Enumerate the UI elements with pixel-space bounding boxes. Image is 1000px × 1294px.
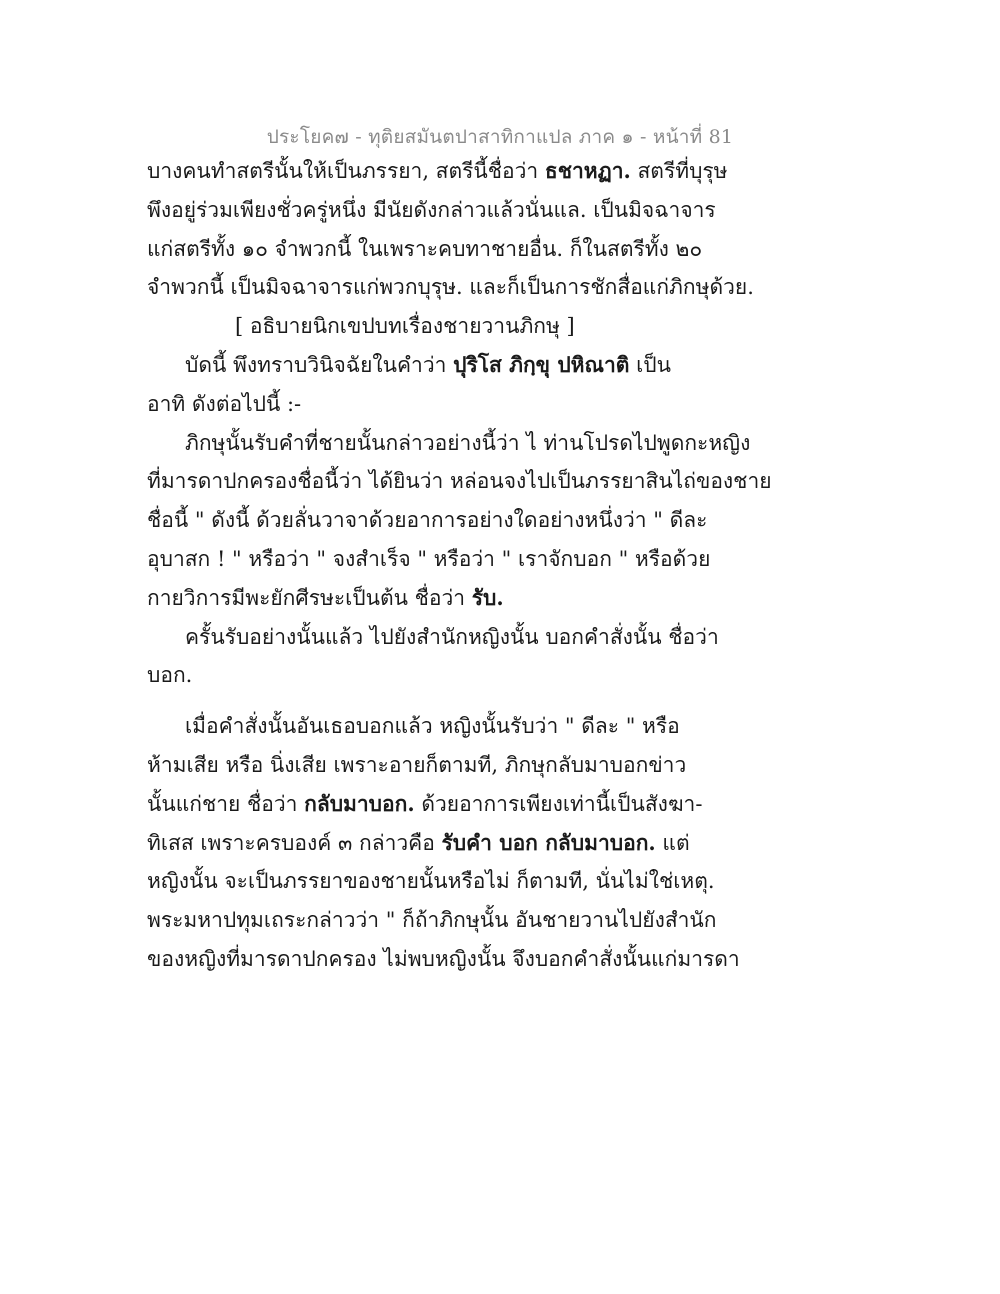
text-segment: ของหญิงที่มารดาปกครอง ไม่พบหญิงนั้น จึงบอกคำสั่งนั้นแก่มารดา bbox=[147, 946, 740, 971]
text-line bbox=[147, 618, 719, 657]
text-segment: ครั้นรับอย่างนั้นแล้ว ไปยังสำนักหญิงนั้น บอกคำสั่งนั้น ชื่อว่า bbox=[185, 624, 719, 649]
text-segment: ที่มารดาปกครองชื่อนี้ว่า ได้ยินว่า หล่อนจงไปเป็นภรรยาสินไถ่ของชาย bbox=[147, 469, 772, 494]
text-line bbox=[147, 152, 728, 191]
text-line bbox=[147, 656, 707, 695]
text-segment: ชื่อนี้ " ดังนี้ ด้วยลั่นวาจาด้วยอาการอย่างใดอย่างหนึ่งว่า " ดีละ bbox=[147, 508, 708, 533]
text-segment: อุบาสก ! " หรือว่า " จงสำเร็จ " หรือว่า " เราจักบอก " หรือด้วย bbox=[147, 546, 711, 571]
text-segment: สตรีที่บุรุษ bbox=[630, 159, 728, 183]
text-segment: ด้วยอาการเพียงเท่านี้เป็นสังฆา- bbox=[414, 791, 703, 816]
text-segment: เป็น bbox=[629, 352, 671, 377]
bold-term: ธชาหฏา. bbox=[544, 158, 631, 183]
text-line bbox=[147, 385, 707, 424]
text-line bbox=[147, 901, 717, 940]
text-segment: บอก. bbox=[147, 663, 193, 688]
text-segment: พึงอยู่ร่วมเพียงชั่วครู่หนึ่ง มีนัยดังกล่าวแล้วนั่นแล. เป็นมิจฉาจาร bbox=[147, 197, 716, 222]
text-line bbox=[147, 579, 707, 618]
text-segment: นั้นแก่ชาย ชื่อว่า bbox=[147, 791, 305, 816]
text-line bbox=[147, 940, 740, 979]
text-line bbox=[147, 746, 707, 785]
text-segment: แก่สตรีทั้ง ๑๐ จำพวกนี้ ในเพราะคบทาชายอื่น. ก็ในสตรีทั้ง ๒๐ bbox=[147, 236, 703, 261]
text-line bbox=[147, 424, 751, 463]
text-line bbox=[147, 540, 711, 579]
text-line bbox=[147, 191, 716, 230]
paragraph-gap bbox=[147, 695, 707, 707]
text-segment: กายวิการมีพะยักศีรษะเป็นต้น ชื่อว่า bbox=[147, 585, 472, 610]
body-text bbox=[147, 152, 772, 979]
text-line bbox=[147, 862, 715, 901]
section-heading bbox=[147, 307, 707, 346]
text-segment: หญิงนั้น จะเป็นภรรยาของชายนั้นหรือไม่ ก็ตามที, นั่นไม่ใช่เหตุ. bbox=[147, 869, 715, 894]
text-line bbox=[147, 785, 707, 824]
bold-term: กลับมาบอก. bbox=[304, 790, 415, 816]
text-line bbox=[147, 346, 707, 385]
text-segment: [ อธิบายนิกเขปบทเรื่องชายวานภิกษุ ] bbox=[235, 314, 575, 339]
text-line bbox=[147, 462, 772, 501]
text-line bbox=[147, 230, 707, 269]
text-segment: บัดนี้ พึงทราบวินิจฉัยในคำว่า bbox=[185, 352, 454, 377]
bold-term: รับ. bbox=[471, 584, 504, 610]
text-segment: พระมหาปทุมเถระกล่าวว่า " ก็ถ้าภิกษุนั้น อันชายวานไปยังสำนัก bbox=[147, 908, 717, 933]
bold-term: ปุริโส ภิกฺขุ ปหิณาติ bbox=[453, 351, 630, 377]
bold-term: รับคำ บอก กลับมาบอก. bbox=[441, 829, 656, 855]
text-line bbox=[147, 707, 707, 746]
text-segment: แต่ bbox=[655, 830, 690, 855]
text-segment: ภิกษุนั้นรับคำที่ชายนั้นกล่าวอย่างนี้ว่า ไ ท่านโปรดไปพูดกะหญิง bbox=[185, 430, 751, 455]
running-header: ประโยค๗ - ทุติยสมันตปาสาทิกาแปล ภาค ๑ - หน้าที่ 81 bbox=[266, 126, 734, 148]
text-line bbox=[147, 268, 754, 307]
text-line bbox=[147, 824, 707, 863]
text-segment: บางคนทำสตรีนั้นให้เป็นภรรยา, สตรีนี้ชื่อว่า bbox=[147, 159, 545, 183]
text-segment: อาทิ ดังต่อไปนี้ :- bbox=[147, 391, 302, 416]
text-line bbox=[147, 501, 707, 540]
text-segment: ทิเสส เพราะครบองค์ ๓ กล่าวคือ bbox=[147, 830, 442, 855]
text-segment: จำพวกนี้ เป็นมิจฉาจารแก่พวกบุรุษ. และก็เป็นการชักสื่อแก่ภิกษุด้วย. bbox=[147, 275, 754, 300]
text-segment: เมื่อคำสั่งนั้นอันเธอบอกแล้ว หญิงนั้นรับว่า " ดีละ " หรือ bbox=[185, 714, 680, 739]
text-segment: ห้ามเสีย หรือ นิ่งเสีย เพราะอายก็ตามที, ภิกษุกลับมาบอกข่าว bbox=[147, 752, 687, 777]
